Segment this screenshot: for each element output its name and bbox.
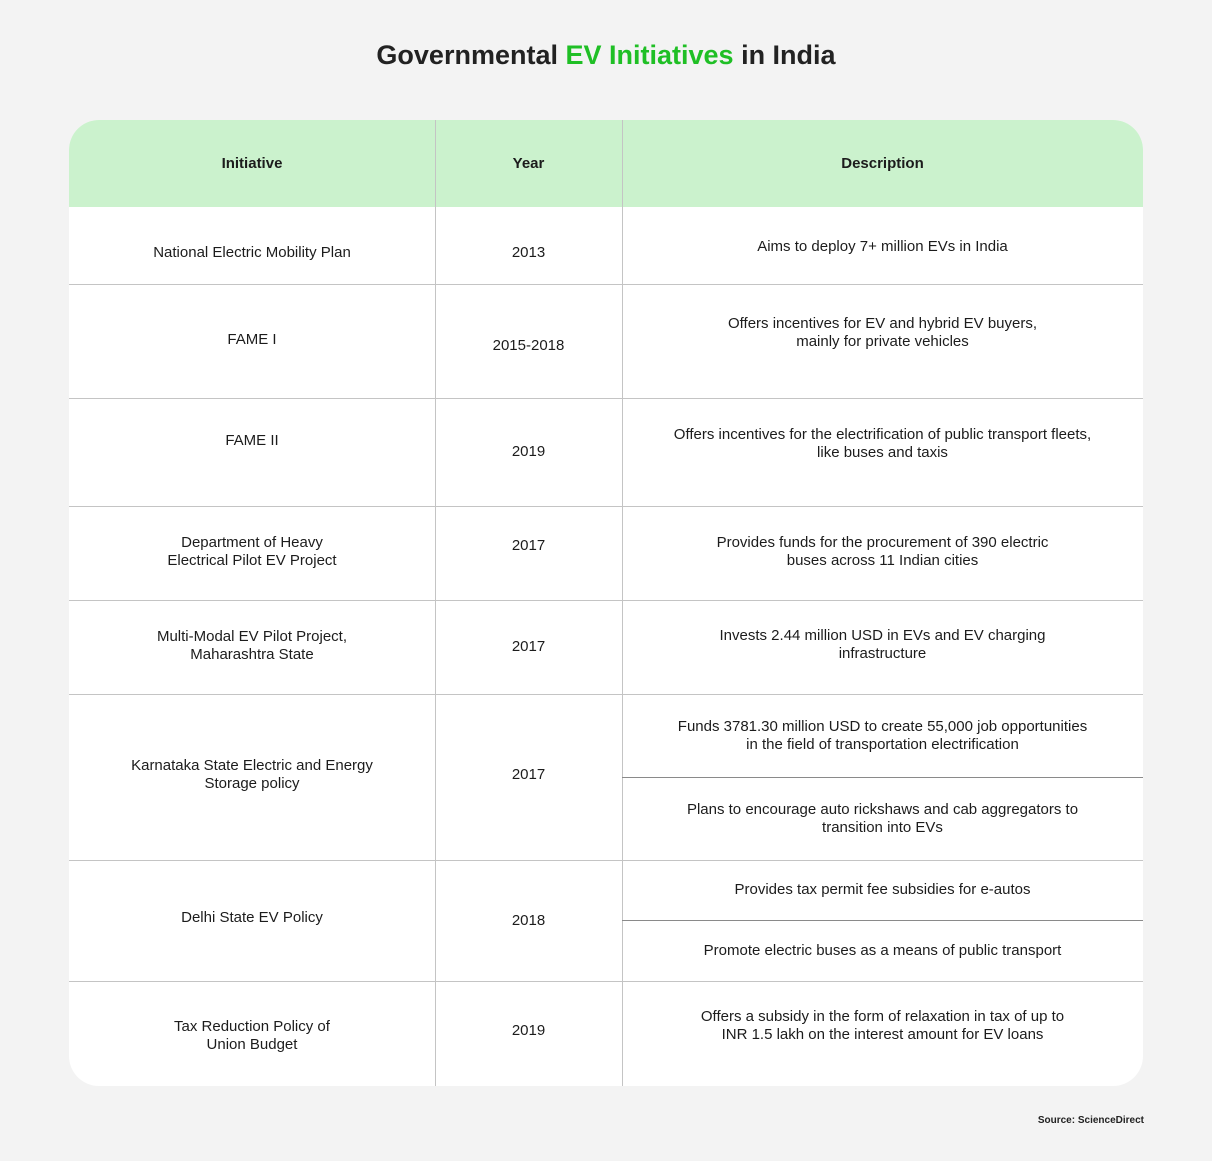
header-year: Year — [512, 155, 545, 172]
table-cell-initiative: FAME II — [225, 432, 279, 449]
table-cell-initiative: Delhi State EV Policy — [181, 909, 323, 926]
title-highlight: EV Initiatives — [565, 40, 734, 70]
table-cell-description: Invests 2.44 million USD in EVs and EV charging infrastructure — [719, 627, 1046, 662]
table-cell-year: 2019 — [511, 1022, 546, 1039]
table-cell-initiative: Tax Reduction Policy of Union Budget — [174, 1018, 330, 1053]
initiatives-table — [69, 120, 1143, 1086]
header-description: Description — [841, 155, 924, 172]
header-initiative: Initiative — [221, 155, 283, 172]
table-cell-description: Provides funds for the procurement of 390 electric buses across 11 Indian cities — [716, 534, 1049, 569]
table-cell-initiative: Karnataka State Electric and Energy Storage policy — [131, 757, 373, 792]
table-cell-initiative: FAME I — [227, 331, 277, 348]
table-cell-initiative: Multi-Modal EV Pilot Project, Maharashtra State — [156, 628, 348, 663]
table-cell-year: 2018 — [511, 911, 546, 929]
table-cell-description: Offers a subsidy in the form of relaxation in tax of up to INR 1.5 lakh on the interest amount for EV loans — [700, 1008, 1065, 1043]
table-cell-year: 2017 — [511, 638, 546, 655]
page-title — [0, 40, 1212, 71]
source-note: Source: ScienceDirect — [1037, 1115, 1144, 1126]
table-cell-description: Provides tax permit fee subsidies for e-autos — [734, 881, 1031, 898]
table-cell-description: Aims to deploy 7+ million EVs in India — [757, 238, 1008, 255]
table-cell-year: 2013 — [511, 244, 546, 261]
table-cell-year: 2017 — [511, 766, 546, 783]
table-cell-year: 2015-2018 — [492, 337, 565, 354]
table-cell-year: 2017 — [511, 537, 546, 554]
table-cell-year: 2019 — [511, 443, 546, 460]
title-suffix: in India — [733, 40, 836, 70]
table-cell-description: Offers incentives for EV and hybrid EV buyers, mainly for private vehicles — [727, 315, 1038, 350]
table-cell-description: Funds 3781.30 million USD to create 55,000 job opportunities in the field of transportation electrification — [677, 717, 1088, 753]
table-cell-description: Plans to encourage auto rickshaws and cab aggregators to transition into EVs — [686, 800, 1079, 836]
table-cell-initiative: National Electric Mobility Plan — [153, 244, 351, 261]
table-cell-description: Promote electric buses as a means of public transport — [703, 941, 1062, 959]
table-cell-initiative: Department of Heavy Electrical Pilot EV Project — [167, 534, 337, 569]
title-prefix: Governmental — [376, 40, 566, 70]
table-cell-description: Offers incentives for the electrification of public transport fleets, like buses and taxis — [673, 426, 1092, 461]
